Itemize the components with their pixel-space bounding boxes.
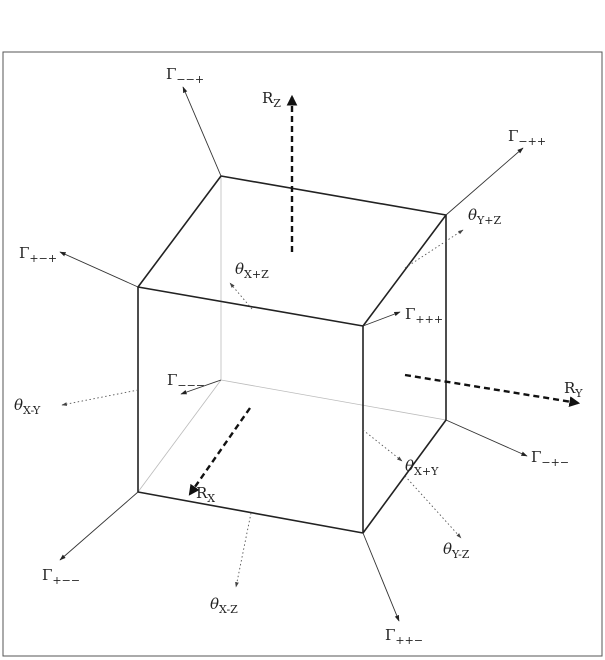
label-gamma-mmp: $\Gamma_{--+}$ [166,65,205,86]
label-rotation-y: $R_Y$ [564,379,583,400]
label-theta-xmy: $\theta_{X-Y}$ [14,396,41,417]
rotation-axes [190,97,578,494]
hidden-edge-front [138,380,221,492]
label-gamma-mpm: $\Gamma_{-+-}$ [531,448,570,469]
rotation-x-axis [190,408,250,494]
theta-axes [62,230,463,587]
gamma-ppm-axis [363,533,399,621]
gamma-axes [60,87,527,621]
rotation-y-axis [405,375,578,403]
theta-ypz-axis [405,230,463,268]
gamma-pmm-axis [60,492,138,560]
label-theta-xpy: $\theta_{X+Y}$ [405,457,439,478]
edge-bottom-front [138,492,363,533]
theta-xmz-axis [236,513,251,587]
theta-ymz-axis [405,476,461,538]
label-theta-xmz: $\theta_{X-Z}$ [210,595,238,616]
label-gamma-mmm: $\Gamma_{---}$ [167,371,206,392]
gamma-mmp-axis [183,87,221,176]
label-gamma-mpp: $\Gamma_{-++}$ [508,127,547,148]
label-rotation-x: $R_X$ [196,484,216,505]
label-theta-ymz: $\theta_{Y-Z}$ [443,540,470,561]
label-theta-ypz: $\theta_{Y+Z}$ [468,206,502,227]
cube-hidden-edges [138,176,446,492]
label-rotation-z: $R_Z$ [262,89,281,110]
gamma-pmp-axis [60,252,138,287]
theta-xpy-axis [363,430,402,461]
gamma-mpp-axis [446,148,523,215]
gamma-mpm-axis [446,420,527,456]
label-theta-xpz: $\theta_{X+Z}$ [235,260,269,281]
hidden-edge-right [221,380,446,420]
label-gamma-ppp: $\Gamma_{+++}$ [405,305,444,326]
label-gamma-ppm: $\Gamma_{++-}$ [385,626,424,647]
label-gamma-pmm: $\Gamma_{+--}$ [42,566,81,587]
theta-xmy-axis [62,390,138,405]
label-gamma-pmp: $\Gamma_{+-+}$ [19,244,58,265]
